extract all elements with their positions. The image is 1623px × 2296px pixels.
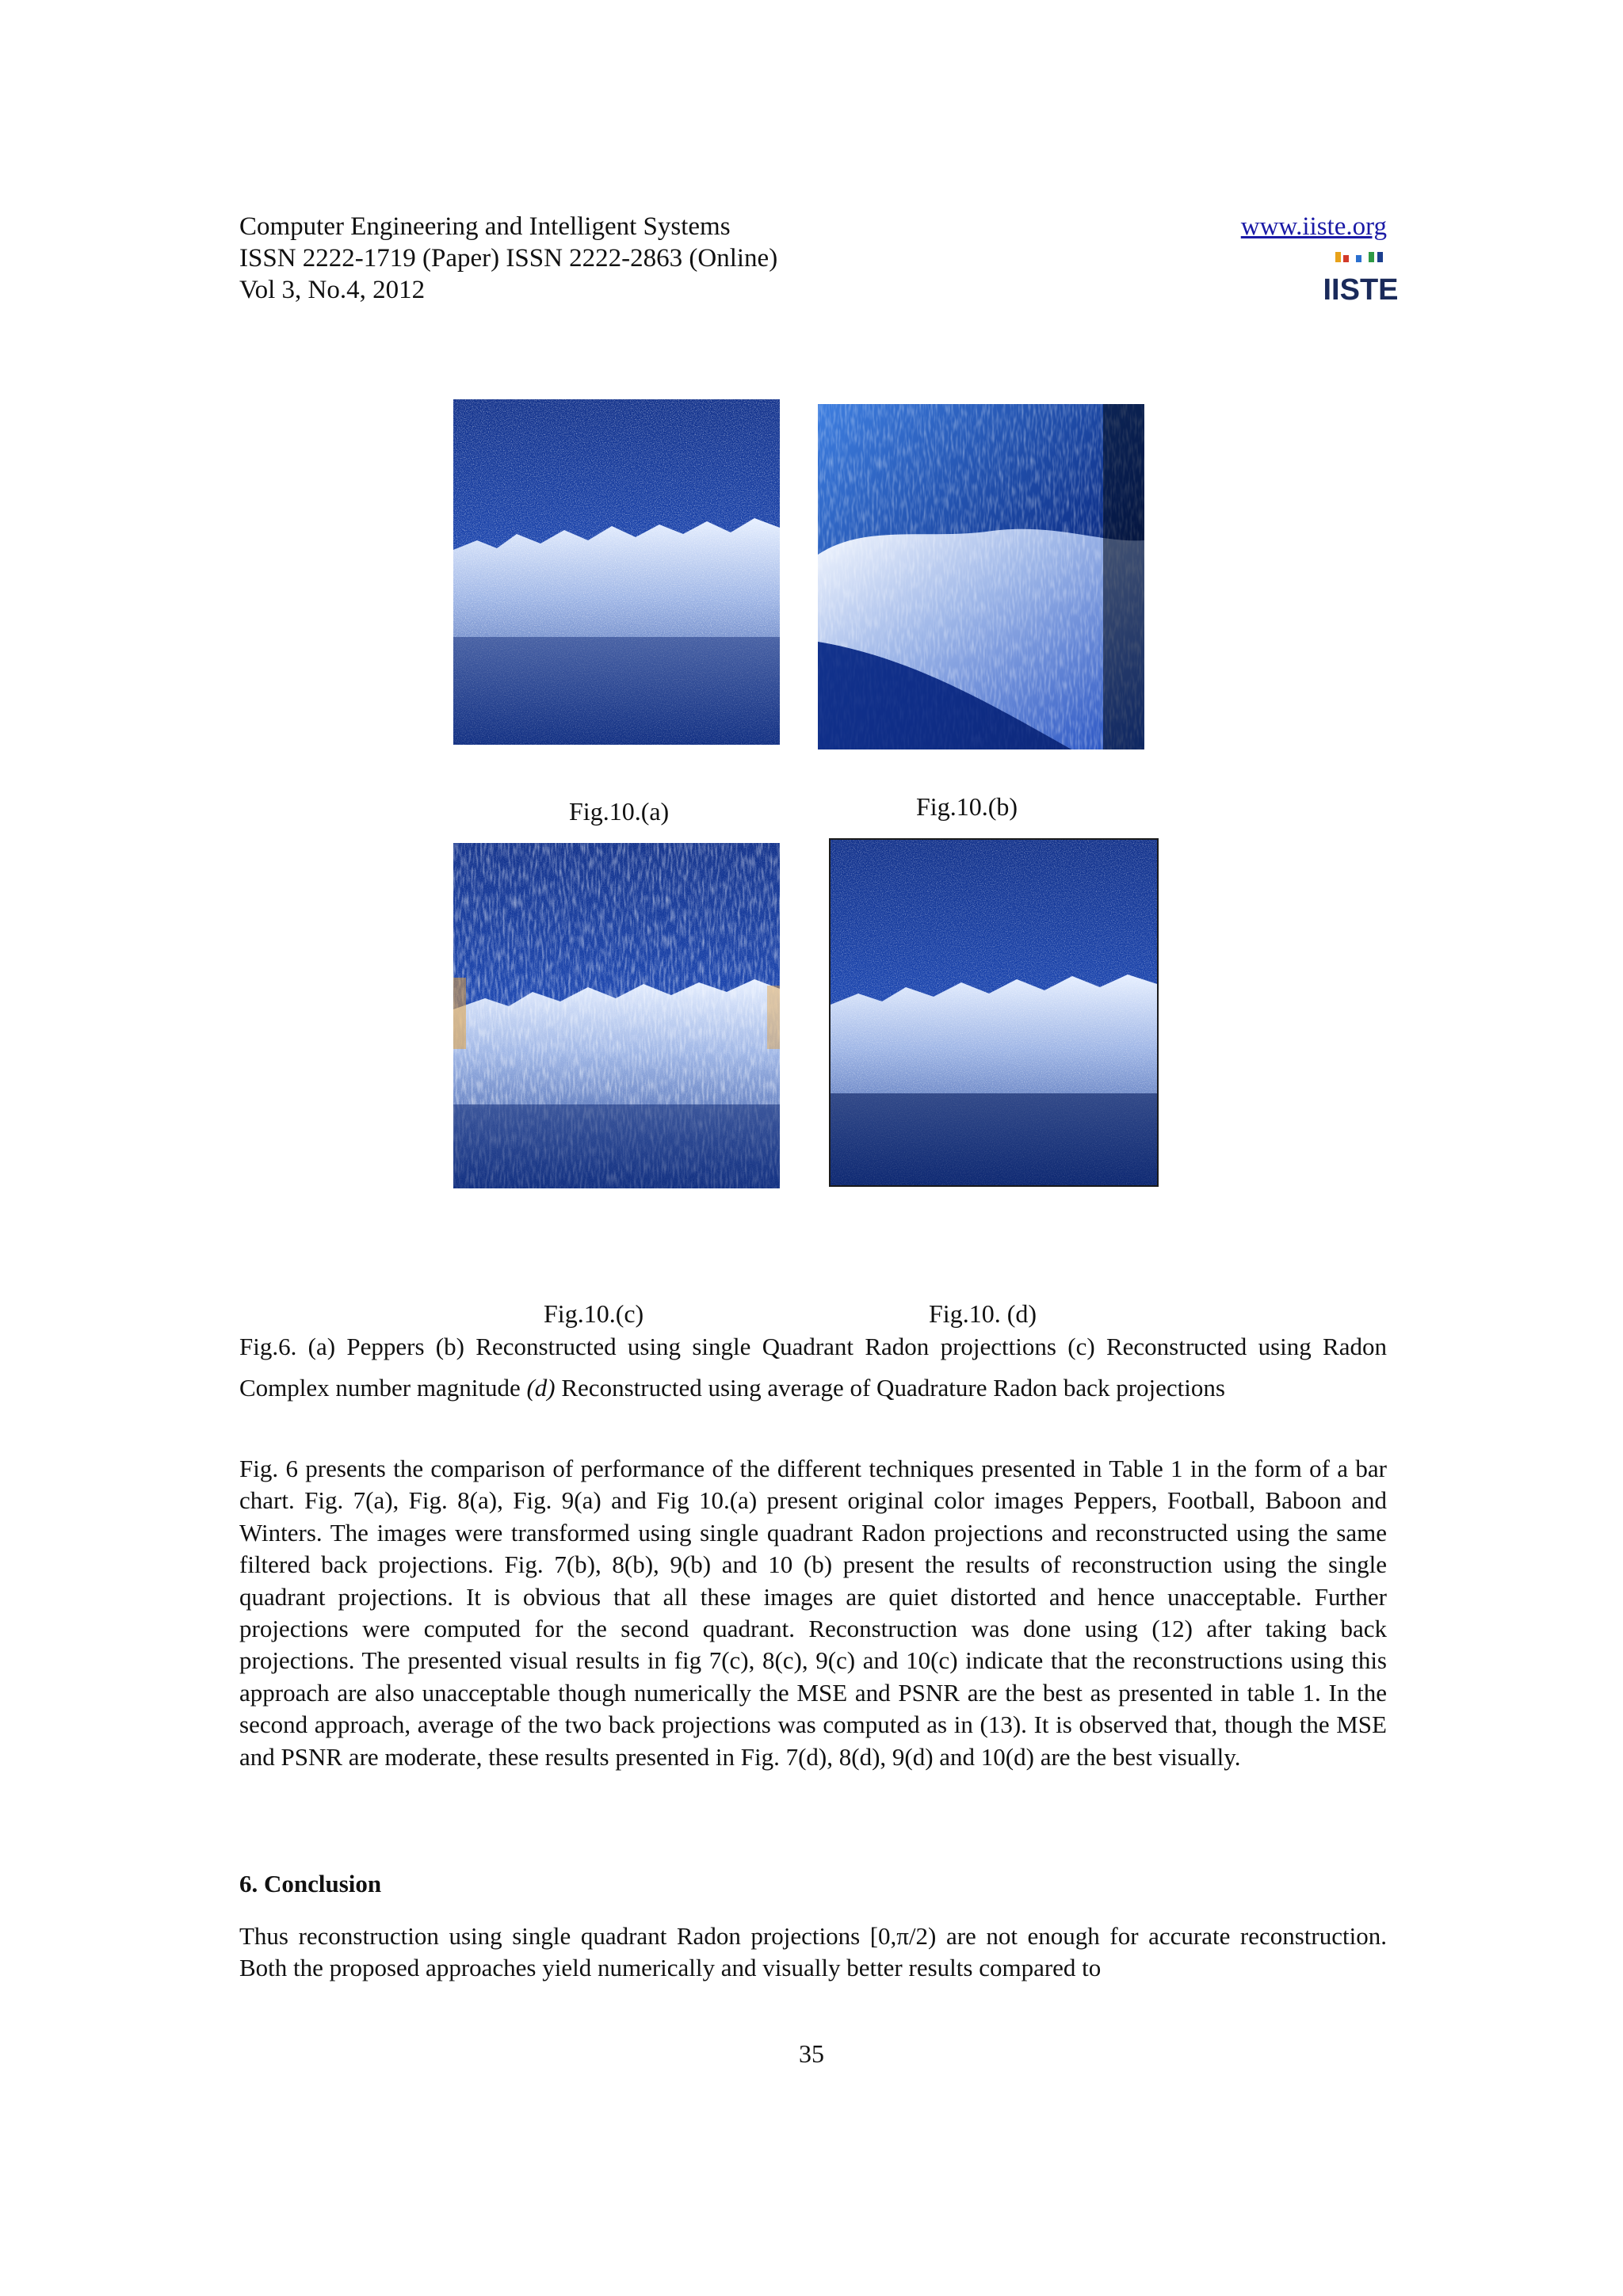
figure-10d-image xyxy=(831,840,1157,1185)
body-paragraph: Fig. 6 presents the comparison of performance of the different techniques presented in Table 1 in the form of a bar chart. Fig. 7(a), Fig. 8(a), Fig. 9(a) and Fig 10.(a) present original color images Peppers, Football, Baboon and Winters. The images were transformed using single quadrant Radon projections and reconstructed using the same filtered back projections. Fig. 7(b), 8(b), 9(b) and 10 (b) present the results of reconstruction using the single quadrant projections. It is obvious that all these images are quiet distorted and hence unacceptable. Further projections were computed for the second quadrant. Reconstruction was done using (12) after taking back projections. The presented visual results in fig 7(c), 8(c), 9(c) and 10(c) indicate that the reconstructions using this approach are also unacceptable though numerically the MSE and PSNR are the best as presented in table 1. In the second approach, average of the two back projections was computed as in (13). It is observed that, though the MSE and PSNR are moderate, these results presented in Fig. 7(d), 8(d), 9(d) and 10(d) are the best visually. xyxy=(239,1455,1387,1771)
figure-10c-image xyxy=(453,843,780,1188)
figure-10d-label: Fig.10. (d) xyxy=(929,1299,1037,1328)
figure-10c-label: Fig.10.(c) xyxy=(544,1299,644,1328)
figure-10b-label: Fig.10.(b) xyxy=(916,792,1018,821)
issn-line: ISSN 2222-1719 (Paper) ISSN 2222-2863 (Online) xyxy=(239,244,778,273)
iiste-logo-text: IISTE xyxy=(1323,273,1399,307)
figure-caption-italic: (d) xyxy=(526,1374,556,1402)
figure-10a-label: Fig.10.(a) xyxy=(569,797,670,826)
figure-caption-part2: Reconstructed using average of Quadrature Radon back projections xyxy=(555,1374,1225,1402)
volume-line: Vol 3, No.4, 2012 xyxy=(239,276,426,304)
figure-10b-image xyxy=(818,404,1144,749)
journal-title: Computer Engineering and Intelligent Systems xyxy=(239,212,731,241)
page-number: 35 xyxy=(799,2039,824,2068)
iiste-logo xyxy=(1323,250,1399,307)
conclusion-paragraph: Thus reconstruction using single quadrant Radon projections [0,π/2) are not enough for accurate reconstruction. Both the proposed approaches yield numerically and visually better results compared to xyxy=(239,1922,1387,1981)
iiste-logo-graphic xyxy=(1323,250,1399,307)
figure-caption xyxy=(239,1326,1387,1409)
figure-caption-part1: Fig.6. (a) Peppers (b) Reconstructed using single Quadrant Radon projecttions (c) Reconstructed using Radon Complex number magnitude xyxy=(239,1333,1387,1402)
figure-10a-image xyxy=(453,399,780,745)
journal-url-link[interactable]: www.iiste.org xyxy=(1240,212,1387,241)
section-heading-conclusion: 6. Conclusion xyxy=(239,1870,382,1897)
